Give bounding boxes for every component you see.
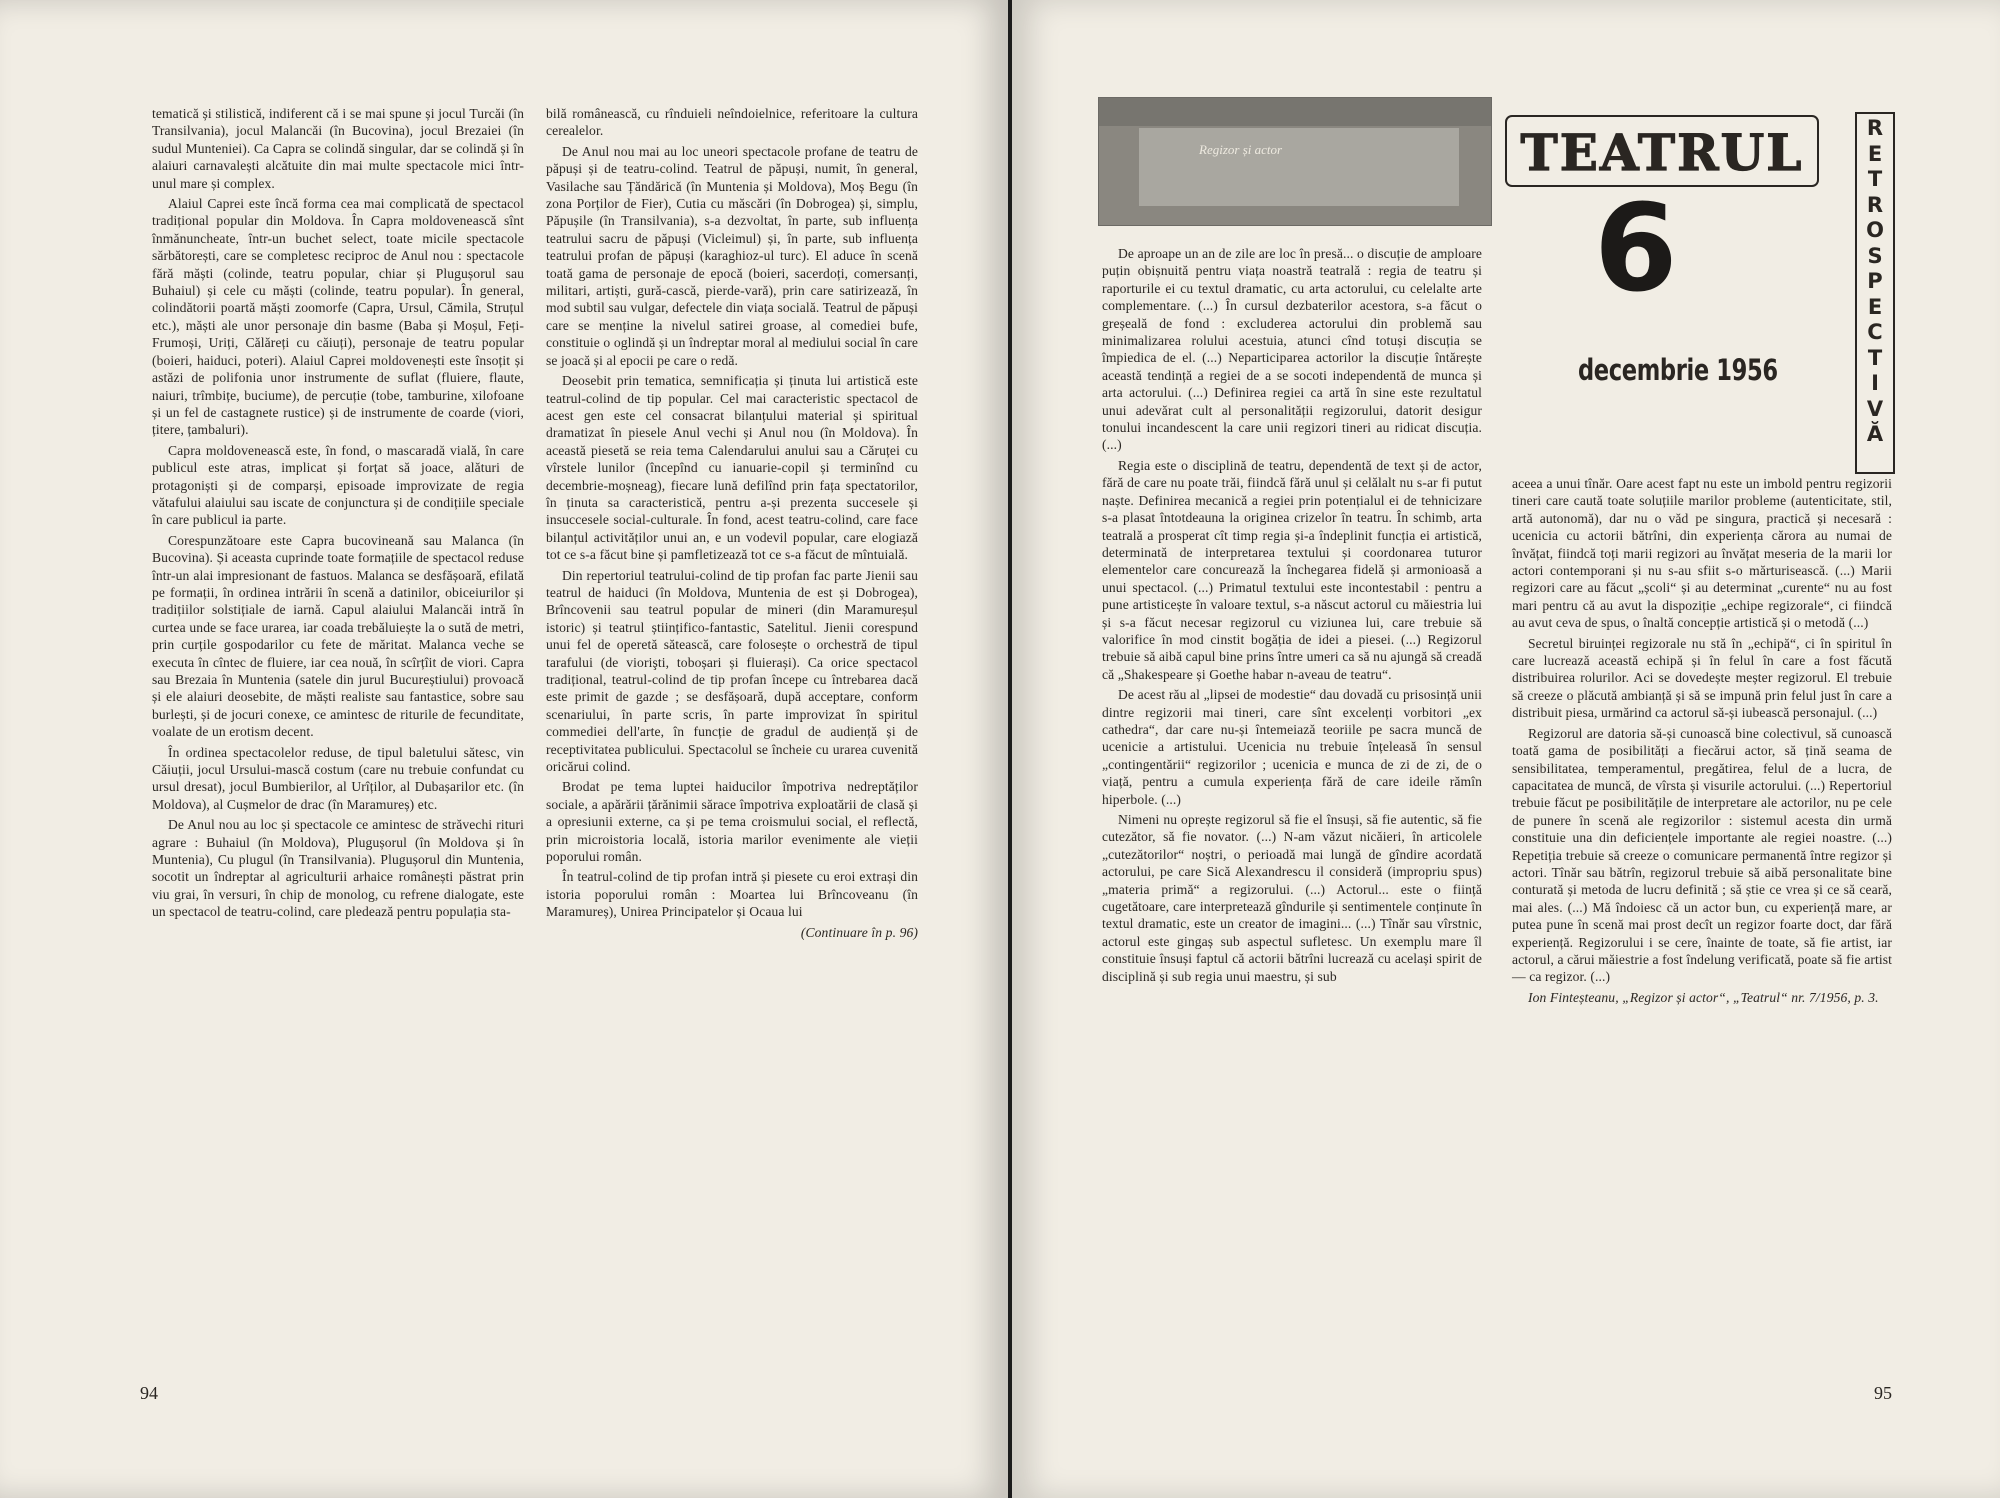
paragraph: tematică și stilistică, indiferent că i se mai spune și jocul Turcăi (în Transilvania), jocul Malancăi (în Bucovina), jocul Brezaiei (în sudul Munteniei). Ca Capra se colindă singular, dar se colindă și în alaiuri carnavalești alcătuite din mai multe spectacole mici într-unul mare și complex. xyxy=(152,106,524,191)
title-letter: P xyxy=(1867,269,1883,293)
left-column-1 xyxy=(152,105,524,924)
paragraph: În teatrul-colind de tip profan intră și piesete cu eroi extrași din istoria poporului român : Moartea lui Brîncoveanu (în Maramureș), Unirea Principatelor și Ocaua lui xyxy=(546,869,918,920)
paragraph: De acest rău al „lipsei de modestie“ dau dovadă cu prisosință unii dintre regizorii mai tineri, care sînt excelenți vorbitori „ex cathedra“, dar care nu-și întemeiază teoriile pe sacra muncă de ucenicie a artistului. Ucenicia nu trebuie înțeleasă în sensul „contingentării“ regizorilor ; ucenicia e munca de zi de zi, de o viață, pentru a cumula experiența fără de care ideile rămîn hiperbole. (...) xyxy=(1102,687,1482,807)
right-column-2 xyxy=(1512,475,1892,1009)
paragraph: Din repertoriul teatrului-colind de tip profan fac parte Jienii sau teatrul de haiduci (în Moldova, Muntenia de est și Dobrogea), Brîncovenii sau teatrul popular de mineri (din Maramureșul istoric) și teatrul științifico-fantastic, Satelitul. Jienii corespund unui fel de operetă sătească, care folosește o orchestră de tipul tarafului (de viorişti, toboșari și fluierași). Ca orice spectacol tradițional, teatrul-colind de tip profan începe cu întrebarea dacă este primit de gazde ; se desfășoară, după acceptare, conform scenariului, în parte scris, în parte improvizat în spiritul commediei dell'arte, în funcție de gradul de audiență și de receptivitatea publicului. Spectacolul se încheie cu urarea cuvenită oricărui colind. xyxy=(546,567,918,775)
title-letter: R xyxy=(1866,116,1884,140)
title-letter: T xyxy=(1867,345,1883,370)
paragraph: În ordinea spectacolelor reduse, de tipul baletului sătesc, vin Căiuții, jocul Ursului-mască costum (care nu trebuie confundat cu ursul dresat), jocul Bumbierilor, al Urîților, al Dubașarilor etc. (în Moldova), al Cușmelor de drac (în Maramureș) etc. xyxy=(152,744,524,812)
paragraph: Nimeni nu oprește regizorul să fie el însuși, să fie autentic, să fie cutezător, să fie novator. (...) N-am văzut nicăieri, în articolele „cutezătorilor“ noștri, o perioadă mai lungă de gîndire acordată actorului, pe care Sică Alexandrescu il consideră (impropriu spus) „materia primă“ a regizorului. (...) Actorul... este o ființă cugetătoare, care interpretează gîndurile și sentimentele conținute în textul dramatic, este un creator de imagini... (...) Tînăr sau vîrstnic, actorul este gingaș sub aspectul sufletesc. Un exemplu mare îl constituie însuși faptul că actorii bătrîni lucrează cu același spirit de disciplină și sub regia unui maestru, și sub xyxy=(1102,812,1482,984)
issue-date: decembrie 1956 xyxy=(1578,353,1778,387)
paragraph: Corespunzătoare este Capra bucovineană sau Malanca (în Bucovina). Și aceasta cuprinde toate formațiile de spectacol reduse într-un alai impresionant de fastuos. Malanca se desfășoară, efilată pe formații, în ordinea intrării în scenă a datinilor, obiceiurilor și tradițiilor solstițiale de iarnă. Capul alaiului Malancăi intră în curtea unde se face urarea, iar coada trebăluiește la o sută de metri, prin curțile gospodarilor cu fete de măritat. Malanca veche se executa în cîntec de fluiere, iar cea nouă, în scîrțîit de viori. Capra sau Brezaia în Muntenia (satele din jurul Bucureștiului) provoacă și ele alaiuri deosebite, de măști realiste sau fantastice, sobre sau burlești, și de jocuri conexe, ce amintesc de riturile de fecunditate, voalate de un erotism decent. xyxy=(152,532,524,740)
title-letter: R xyxy=(1866,192,1884,217)
paragraph: De Anul nou mai au loc uneori spectacole profane de teatru de păpuși și de teatru-colind. Teatrul de păpuși, numit, în general, Vasilache sau Țăndărică (în Muntenia și Moldova), Moș Begu (în zona Porților de Fier), Cutia cu măscări (în Dobrogea) și, simplu, Păpușile (în Transilvania), s-a dezvoltat, în parte, sub influența teatrului sacru de păpuși (Vicleimul) și, în parte, sub influența teatrului profan de păpuși (karaghioz-ul turc). El aduce în scenă toată gama de personaje de epocă (boieri, sacerdoți, comersanți, militari, artiști, gură-cască, pierde-vară), prin care satirizează, în mod subtil sau vulgar, defectele din viața socială. Teatrul de păpuși care se menține la nivelul satirei groase, al comediei bufe, constituie o oglindă și un îndreptar moral al mediului social în care se joacă și al epocii pe care o redă. xyxy=(546,143,918,368)
paragraph: Deosebit prin tematica, semnificația și ținuta lui artistică este teatrul-colind de tip popular. Cel mai caracteristic spectacol de acest gen este cel consacrat bilanțului material și spiritual dramatizat în piesele Anul vechi și Anul nou (în Moldova). În această piesetă se reia tema Calendarului anului sau a Căruței cu vîrstele lunilor (începînd cu ianuarie-copil și terminînd cu decembrie-moșneag), fiecare lună defilînd prin fața spectatorilor, în ținuta sa caracteristică, pentru a-și prezenta succesele și insuccesele social-culturale. În fond, acest teatru-colind, care face bilanțul activităților unui an, e un vodevil popular, care elogiază tot ce s-a făcut bine și pamfletizează tot ce s-a făcut de mîntuială. xyxy=(546,373,918,563)
title-letter: S xyxy=(1867,243,1883,268)
source-citation: Ion Finteșteanu, „Regizor și actor“, „Teatrul“ nr. 7/1956, p. 3. xyxy=(1528,989,1879,1005)
title-letter: O xyxy=(1866,218,1884,242)
title-letter: Ă xyxy=(1866,422,1884,446)
left-column-2 xyxy=(546,105,918,944)
title-letter: E xyxy=(1867,141,1883,166)
paragraph: Alaiul Caprei este încă forma cea mai complicată de spectacol tradițional popular din Moldova. În Capra moldovenească sînt înmănuncheate, într-un buchet select, toate micile spectacole sărbătorești, care se completesc reciproc de Anul nou : spectacole fără măști (colinde, teatru popular, chiar și Plugușorul sau Buhaiul) și cele cu măști (colinde, teatru popular). În general, colindătorii poartă măști zoomorfe (Capra, Ursul, Cămila, Struțul etc.), măști ale unor personaje din basme (Baba și Moșul, Feți-Frumoși, Uriți, Călăreți cu căiuți), personaje de teatru popular (boieri, haiduci, poteri). Alaiul Caprei moldovenești este însoțit și astăzi de polifonia unor instrumente de suflat (fluiere, flaute, naiuri, trîmbițe, buciume), de percuție (tobe, tamburine, xilofoane și un fel de castagnete rustice) și de instrumente de coarde (viori, țitere, țambaluri). xyxy=(152,196,524,438)
paragraph: De aproape un an de zile are loc în presă... o discuție de amploare puțin obișnuită pentru viața noastră teatrală : regia de teatru și raporturile ei cu textul dramatic, cu arta actorului, cu celelalte arte complementare. (...) În cursul dezbaterilor acestora, s-a făcut o greșeală de fond : excluderea actorului din problemă sau minimalizarea rolului acestuia, atunci cînd totuși discuția se împiedica de el. (...) Neparticiparea actorilor la discuție întărește această tendință a regiei de a se socoti independentă de munca și arta actorului. (...) Definirea regiei ca artă în sine este rezultatul unui adevărat cult al personalității regizorului, datorit desigur tonului incandescent la care unii regizori tineri au ridicat discuția. (...) xyxy=(1102,246,1482,453)
paragraph: Regizorul are datoria să-și cunoască bine colectivul, să cunoască toată gama de posibilități a fiecărui actor, să țină seama de sensibilitatea, temperamentul, pregătirea, felul de a lucra, de capacitatea de muncă, de vîrsta și visurile actorului. (...) Repertoriul trebuie făcut pe posibilitățile de interpretare ale actorilor, nu pe cele de punere în scenă ale regizorilor : sistemul acesta din urmă constituie una din deficiențele importante ale regiei noastre. (...) Repetiția trebuie să creeze o comunicare permanentă între regizor și actori. Tînăr sau bătrîn, regizorul trebuie să aibă personalitate bine conturată și metoda de lucru definită ; să știe ce vrea și ce să ceară, mai ales. (...) Mă îndoiesc că un actor bun, cu experiență mare, ar putea pune în scenă mai prost decît un regizor foarte doct, dar fără experiență. Regizorului i se cere, înainte de toate, să fie artist, iar actorul, a cărui măiestrie a fost îndelung verificată, poate să fie artist — ca regizor. (...) xyxy=(1512,725,1892,985)
paragraph: Secretul biruinței regizorale nu stă în „echipă“, ci în spiritul în care lucrează această echipă și în felul în care a fost făcută distribuirea rolurilor. Aci se dovedește meșter regizorul. El trebuie să creeze o plăcută ambianță și să se impună prin felul just în care a distribuit piesa, urmărind ca actorul să-și iubească personajul. (...) xyxy=(1512,635,1892,721)
page-number: 94 xyxy=(140,1383,158,1403)
logo-text: TEATRUL xyxy=(1520,123,1804,182)
title-letter: C xyxy=(1867,320,1883,344)
paragraph: Capra moldovenească este, în fond, o mascaradă vială, în care publicul este atras, implicat și forțat să joace, alături de protagoniști și de comparși, episoade improvizate de regia vătafului alaiului sau iscate de conjunctura și de condițiile speciale în care publicul ia parte. xyxy=(152,442,524,528)
title-letter: E xyxy=(1867,294,1883,319)
paragraph: aceea a unui tînăr. Oare acest fapt nu este un imbold pentru regizorii tineri care caută toate soluțiile marilor probleme (autenticitate, stil, artă autonomă), dar nu o văd pe singura, practică și necesară : ucenicia cu actorii bătrîni, din experiența cărora au numai de învățat, fiindcă toți marii regizori au învățat meseria de la marii lor actori contemporani și nu s-au sfiit s-o mărturisească. (...) Marii regizori care au făcut „școli“ și au determinat „curente“ nu au fost mari pentru că au avut la dispoziție „echipe regizorale“, ci fiindcă au avut ceva de spus, o înaltă concepție artistică și o metodă (...) xyxy=(1512,476,1892,631)
title-letter: T xyxy=(1867,167,1883,191)
issue-number: 6 xyxy=(1594,180,1678,319)
title-letter: V xyxy=(1866,396,1884,421)
continuation-note: (Continuare în p. 96) xyxy=(800,924,918,940)
article-photo xyxy=(1098,97,1492,226)
paragraph: Brodat pe tema luptei haiducilor împotriva nedreptăților sociale, a apărării țărănimii sărace împotriva exploatării de clasă și a opresiunii externe, ca și pe tema croismului social, el reflectă, prin microistoria locală, istoria marilor evenimente ale vieții poporului român. xyxy=(546,779,918,865)
title-letter: I xyxy=(1871,371,1879,395)
right-column-1 xyxy=(1102,245,1482,988)
right-page xyxy=(1012,0,2000,1498)
photo-band xyxy=(1099,98,1491,126)
photo-inner xyxy=(1139,128,1459,206)
retrospectiva-vertical-title xyxy=(1855,112,1895,474)
page-number: 95 xyxy=(1874,1383,1892,1403)
paragraph: bilă românească, cu rînduieli neîndoielnice, referitoare la cultura cerealelor. xyxy=(546,106,918,139)
photo-caption: Regizor și actor xyxy=(1199,142,1283,157)
paragraph: De Anul nou au loc și spectacole ce amintesc de străvechi rituri agrare : Buhaiul (în Moldova), Plugușorul (în Moldova și în Muntenia), Cu plugul (în Transilvania). Plugușorul din Muntenia, socotit un îndreptar al agriculturii arhaice românești păstrat prin viu grai, în versuri, în chip de monolog, cu refrene dialogate, este un spectacol de teatru-colind, care pledează pentru populația sta- xyxy=(152,817,524,920)
paragraph: Regia este o disciplină de teatru, dependentă de text și de actor, fără de care nu poate trăi, fiindcă fără unul și celălalt nu s-ar fi putut naște. Definirea mecanică a regiei prin potențialul ei de tehnicizare s-a plasat întotdeauna la originea crizelor în teatru. În schimb, arta teatrală a prosperat cît timp regia și-a îndeplinit funcția ei artistică, determinată de interpretarea textului și coordonarea tuturor elementelor care concurează la închegarea fidelă și armonioasă a unui spectacol. (...) Primatul textului este incontestabil : pentru a pune artisticește în valoare textul, s-a născut actorul cu măiestria lui și s-a făcut necesar regizorul cu viziunea lui, care trebuie să valorifice în mod cinstit bogăția de idei a piesei. (...) Regizorul trebuie să aibă capul bine prins între umeri ca să nu ajungă să creadă că „Shakespeare și Goethe habar n-aveau de teatru“. xyxy=(1102,457,1482,682)
